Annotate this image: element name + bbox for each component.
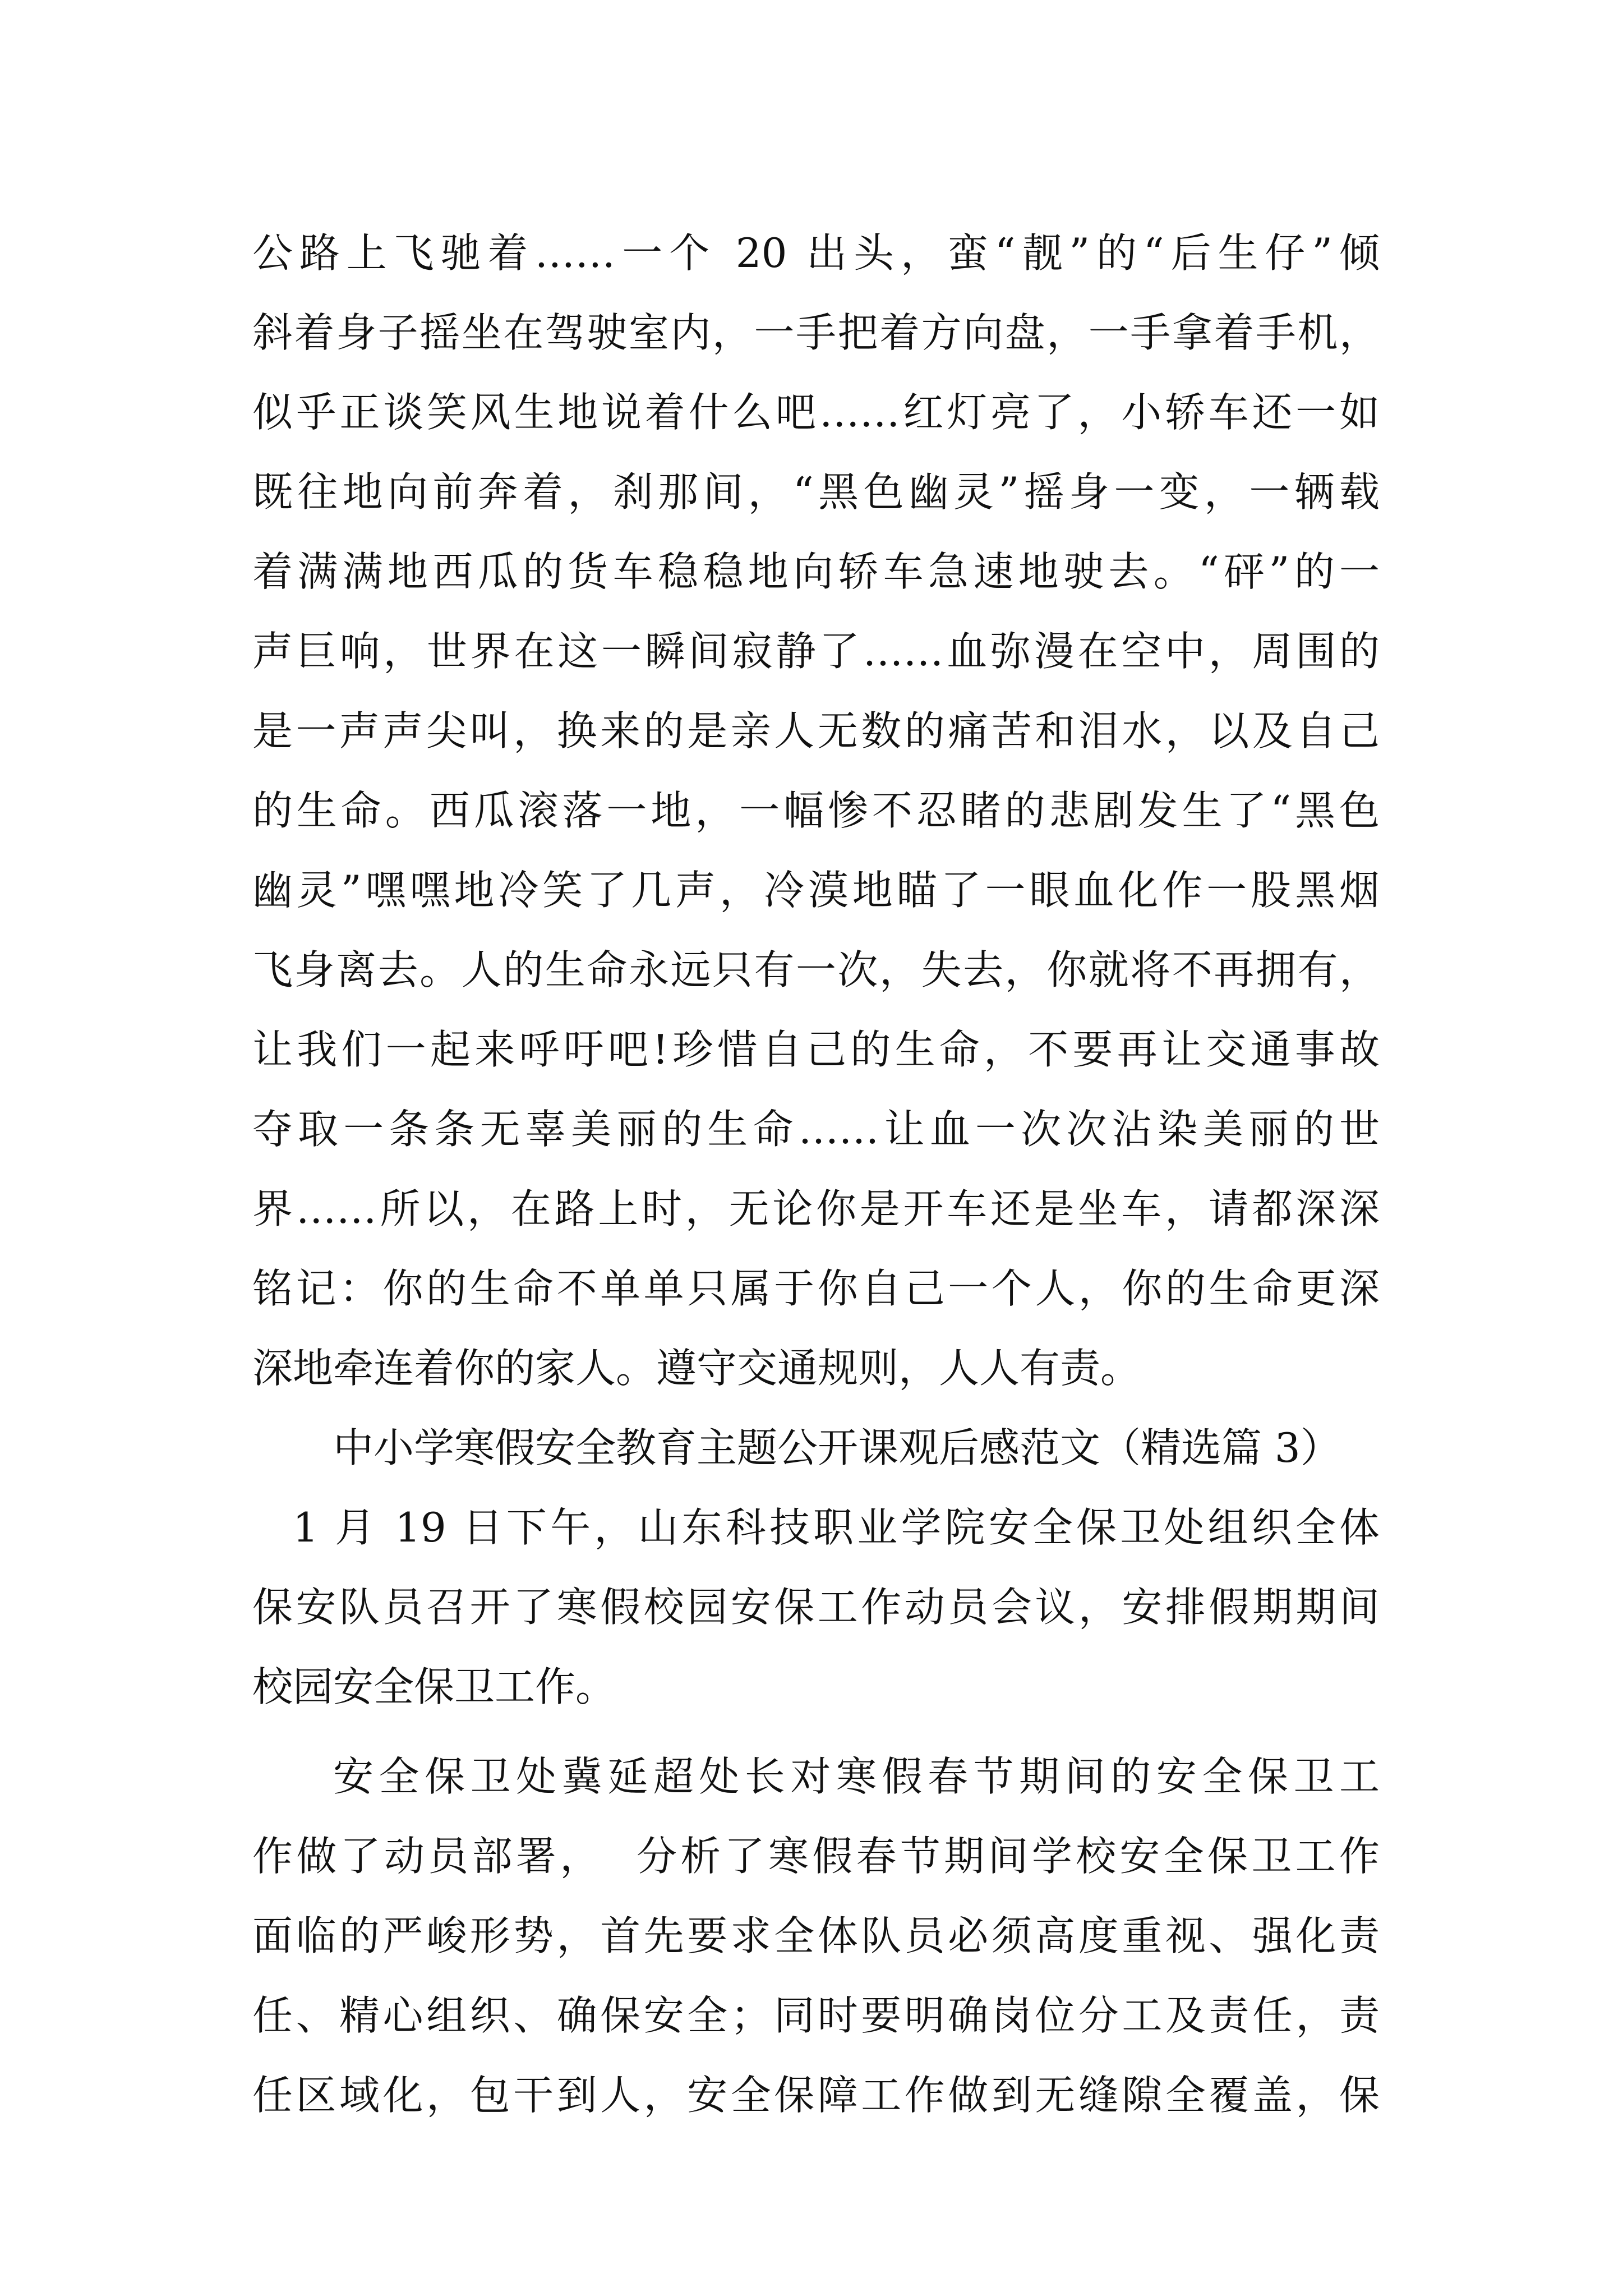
text-line: 界……所以，在路上时，无论你是开车还是坐车，请都深深	[252, 1185, 1380, 1232]
text-line: 深地牵连着你的家人。遵守交通规则，人人有责。	[252, 1345, 1141, 1392]
text-line: 保安队员召开了寒假校园安保工作动员会议，安排假期期间	[252, 1584, 1380, 1631]
text-line: 斜着身子摇坐在驾驶室内，一手把着方向盘，一手拿着手机，	[252, 309, 1380, 356]
paragraph-meeting-details	[252, 1737, 1380, 2135]
text-line: 着满满地西瓜的货车稳稳地向轿车急速地驶去。“砰”的一	[252, 548, 1380, 595]
paragraph-traffic-story	[252, 213, 1380, 1408]
text-line: 似乎正谈笑风生地说着什么吧……红灯亮了，小轿车还一如	[252, 389, 1380, 436]
text-line: 是一声声尖叫，换来的是亲人无数的痛苦和泪水，以及自己	[252, 707, 1380, 754]
paragraph-spacer	[252, 1727, 1380, 1737]
text-line: 校园安全保卫工作。	[252, 1663, 616, 1710]
text-line: 任、精心组织、确保安全；同时要明确岗位分工及责任，责	[252, 1992, 1380, 2039]
text-line: 面临的严峻形势，首先要求全体队员必须高度重视、强化责	[252, 1912, 1380, 1959]
document-body	[252, 213, 1380, 2135]
text-line: 安全保卫处冀延超处长对寒假春节期间的安全保卫工	[333, 1753, 1380, 1800]
text-line: 既往地向前奔着，刹那间，“黑色幽灵”摇身一变，一辆载	[252, 468, 1380, 516]
text-line: 夺取一条条无辜美丽的生命……让血一次次沾染美丽的世	[252, 1106, 1380, 1153]
text-line: 公路上飞驰着……一个 20 出头，蛮“靓”的“后生仔”倾	[252, 229, 1380, 277]
text-line: 1 月 19 日下午，山东科技职业学院安全保卫处组织全体	[293, 1504, 1380, 1551]
text-line: 声巨响，世界在这一瞬间寂静了……血弥漫在空中，周围的	[252, 628, 1380, 675]
text-line: 铭记：你的生命不单单只属于你自己一个人，你的生命更深	[252, 1265, 1380, 1312]
text-line: 幽灵”嘿嘿地冷笑了几声，冷漠地瞄了一眼血化作一股黑烟	[252, 867, 1380, 914]
paragraph-meeting-intro	[252, 1488, 1380, 1727]
text-line: 让我们一起来呼吁吧!珍惜自己的生命，不要再让交通事故	[252, 1026, 1380, 1073]
text-line: 的生命。西瓜滚落一地，一幅惨不忍睹的悲剧发生了“黑色	[252, 787, 1380, 834]
text-line: 飞身离去。人的生命永远只有一次，失去，你就将不再拥有，	[252, 946, 1380, 993]
text-line: 任区域化，包干到人，安全保障工作做到无缝隙全覆盖，保	[252, 2072, 1380, 2119]
text-line: 作做了动员部署， 分析了寒假春节期间学校安全保卫工作	[252, 1833, 1380, 1880]
section-heading: 中小学寒假安全教育主题公开课观后感范文（精选篇 3）	[333, 1424, 1341, 1471]
